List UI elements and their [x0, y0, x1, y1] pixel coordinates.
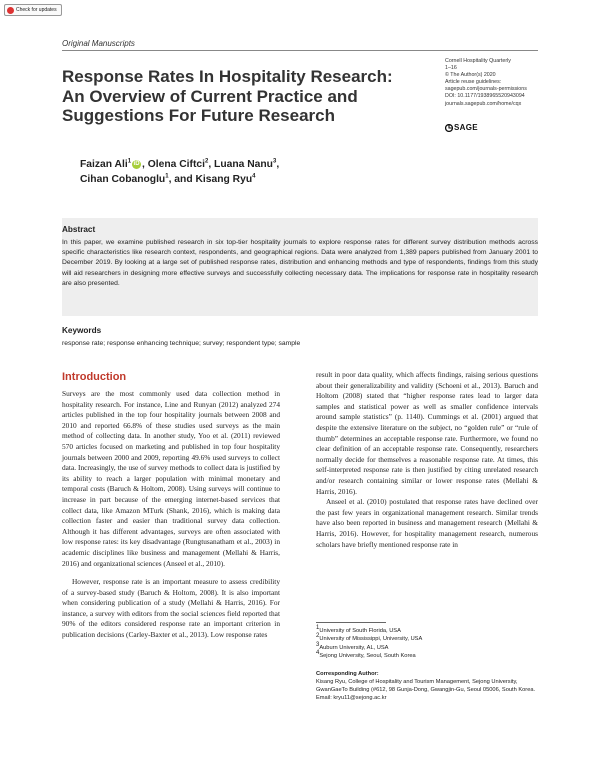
copyright: © The Author(s) 2020 — [445, 72, 496, 79]
affiliation-item: $^1$University of South Florida, USA — [316, 625, 401, 634]
footnote-rule — [316, 622, 386, 623]
affiliation-marker: 1 — [165, 173, 169, 180]
corresponding-heading: Corresponding Author: — [316, 671, 379, 677]
header-rule — [62, 50, 538, 51]
author-list — [80, 157, 410, 187]
author-name[interactable]: , Luana Nanu — [208, 159, 273, 170]
affiliation-marker: 4 — [252, 173, 256, 180]
affiliation-item: $^4$Sejong University, Seoul, South Korea — [316, 650, 416, 659]
badge-label: Check for updates — [16, 7, 57, 13]
affiliation-item: $^3$Auburn University, AL, USA — [316, 641, 389, 651]
journal-meta — [445, 58, 555, 108]
right-column — [316, 370, 538, 550]
page-range: 1–16 — [445, 65, 457, 72]
intro-paragraph: Surveys are the most commonly used data collection method in hospitality research. For instance, Line and Runyan (2012) analyzed 274 articles published in the top four hospitality journals between 2008 and 2010 and reported 66.8% of these studies used surveys as the main method of collecting data. In another study, Yoo et al. (2011) reviewed 570 articles focused on marketing and published in top four hospitality journals between 2000 and 2009, reporting 49.6% used surveys to collect data. Increasingly, the use of survey methods to collect data is justified by its ability to reach a larger population with minimal monetary and temporal costs (Baruch & Holtom, 2008). Using surveys will continue to increase in part because of the emerging internet-based services that collect data, like Amazon MTurk (Shank, 2016), which is making data collection faster and easier than traditional survey data collection. Although it has different advantages, surveys are often associated with low response rates: its key disadvantage (Rungtusanatham et al., 2003) in academic disciplines like business and management (Mellahi & Harris, 2016) and organizational sciences (Anseel et al., 2010). — [62, 389, 280, 568]
publisher-name: SAGE — [454, 123, 478, 132]
affiliations — [316, 627, 538, 660]
author-separator: , — [276, 159, 280, 170]
abstract-heading: Abstract — [62, 225, 96, 234]
affiliation-item: $^2$University of Mississippi, University, USA — [316, 633, 423, 643]
left-column — [62, 389, 280, 641]
affiliation-marker: 3 — [272, 158, 277, 165]
corresponding-address: Kisang Ryu, College of Hospitality and Tourism Management, Sejong University, GwanGaeTo Building (#612, 98 Gunja-Dong, Gwangjin-Gu, Seoul 05006, South Korea. — [316, 679, 536, 694]
section-label: Original Manuscripts — [62, 39, 135, 48]
journal-link[interactable]: journals.sagepub.com/home/cqx — [445, 100, 522, 107]
affiliation-marker: 2 — [204, 158, 209, 165]
author-name[interactable]: , and Kisang Ryu — [168, 174, 253, 185]
article-title: Response Rates In Hospitality Research: An Overview of Current Practice and Suggestions For Future Research — [62, 67, 393, 125]
update-icon — [7, 7, 14, 14]
permissions-link[interactable]: sagepub.com/journals-permissions — [445, 86, 527, 93]
author-name[interactable]: Cihan Cobanoglu — [80, 174, 166, 185]
intro-paragraph: However, response rate is an important measure to assess credibility of a survey-based study (Baruch & Holtom, 2008). It is also important when considering publication of a study (Mellahi & Harris, 2016). For instance, a survey with editors from the social sciences field reported that 90% of the editors considered response rate an important criterion in publication decisions (Carley-Baxter et al., 2013). Low response rates — [62, 577, 280, 640]
affiliation-marker: 1 — [127, 158, 132, 165]
author-name[interactable]: , Olena Ciftci — [142, 159, 205, 170]
keywords-heading: Keywords — [62, 326, 102, 335]
introduction-heading: Introduction — [62, 371, 127, 383]
corresponding-author — [316, 670, 538, 702]
orcid-icon[interactable]: iD — [133, 160, 140, 167]
check-for-updates-badge[interactable] — [4, 4, 62, 16]
sage-logo — [445, 123, 478, 132]
keywords-text: response rate; response enhancing technique; survey; respondent type; sample — [62, 340, 301, 347]
corresponding-email[interactable]: Email: kryu11@sejong.ac.kr — [316, 695, 387, 702]
sage-logo-icon — [445, 124, 453, 132]
journal-name: Cornell Hospitality Quarterly — [445, 58, 511, 64]
doi[interactable]: DOI: 10.1177/1938965520943094 — [445, 93, 525, 100]
intro-paragraph: result in poor data quality, which affects findings, raising serious questions about their generalizability and validity (Schoeni et al., 2013). Baruch and Holtom (2008) stated that “higher response rates lead to larger data samples and statistical power as well as smaller confidence intervals around sample statistics” (p. 1140). Cummings et al. (2001) argued that despite the extensive literature on the subject, no “golden rule” or “rule of thumb” determines an acceptable response rate. Furthermore, we found no clear definition of an acceptable response rate. Consequently, researchers normally decide for themselves a reasonable response rate. At times, this self-interpreted response rate is then justified by citing unrelated research and/or research containing similar or lower response rates (Mellahi & Harris, 2016). — [316, 370, 538, 496]
author-name[interactable]: Faizan Ali — [80, 159, 128, 170]
reuse-guidelines-label: Article reuse guidelines: — [445, 79, 502, 86]
intro-paragraph: Anseel et al. (2010) postulated that response rates have declined over the past few years in organizational management research. Similar trends have also been reported in business and management research (Mellahi & Harris, 2016). However, for hospitality management research, numerous scholars have briefly mentioned response rate in — [316, 497, 538, 549]
abstract-text: In this paper, we examine published research in six top-tier hospitality journals to explore response rates for different survey distribution methods across specific characteristics like research context, respondents, and geographical regions. Data were analyzed from 1,389 papers published from January 2001 to December 2019. By looking at a large set of published response rates, distribution and enhancing methods and type of respondents, findings from this study will aid researchers in designing more effective surveys and successfully collecting necessary data. The implications for response rate in hospitality research are also presented. — [62, 239, 538, 287]
